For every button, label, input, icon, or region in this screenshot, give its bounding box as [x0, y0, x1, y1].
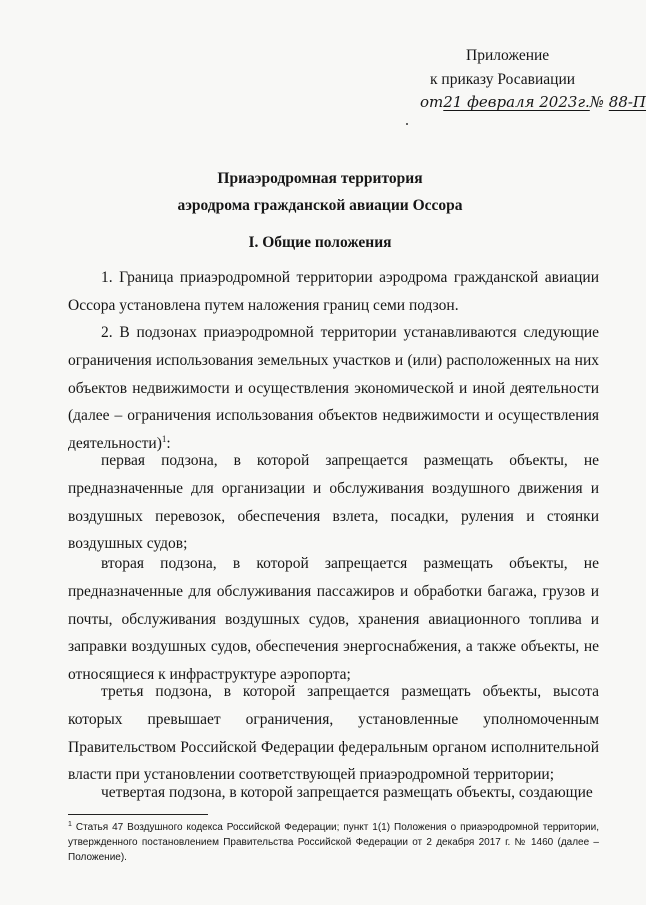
footnote-ref: 1: [161, 434, 167, 445]
appendix-label: Приложение: [466, 47, 550, 64]
number-sign: №: [589, 93, 604, 111]
ink-dot: [406, 123, 408, 125]
handwritten-date: 21 февраля 2023г.: [443, 93, 590, 111]
paragraph-1: 1. Граница приаэродромной территории аэродрома гражданской авиации Оссора установлена путем наложения границ семи подзон.: [68, 269, 599, 314]
appendix-date-number: [418, 91, 646, 115]
document-title-line2: аэродрома гражданской авиации Оссора: [177, 197, 463, 214]
footnote: [68, 820, 599, 865]
paragraph-2-end: :: [166, 435, 171, 453]
paragraph-subzone-2: вторая подзона, в которой запрещается размещать объекты, не предназначенные для обслуживания пассажиров и обработки багажа, грузов и почты, обслуживания воздушных судов, хранения авиационного топлива и заправки воздушных судов, обеспечения энергоснабжения, а также объекты, не относящиеся к инфраструктуре аэропорта;: [68, 555, 599, 684]
paragraph-subzone-1: первая подзона, в которой запрещается размещать объекты, не предназначенные для организации и обслуживания воздушного движения и воздушных перевозок, обеспечения взлета, посадки, руления и стоянки воздушных судов;: [68, 452, 599, 553]
footnote-text: Статья 47 Воздушного кодекса Российской Федерации; пункт 1(1) Положения о приаэродромной территории, утвержденного постановлением Правительства Российской Федерации от 2 декабря 2017 г. № 1460 (далее – Положение).: [68, 822, 599, 863]
appendix-header: [418, 44, 646, 115]
footnote-mark: 1: [68, 820, 72, 828]
date-prefix: от: [420, 93, 444, 111]
handwritten-order-number: 88-П: [608, 93, 646, 111]
paragraph-subzone-4: четвертая подзона, в которой запрещается размещать объекты, создающие: [101, 784, 593, 801]
paragraph-2-text: 2. В подзонах приаэродромной территории устанавливаются следующие ограничения использования земельных участков и (или) расположенных на них объектов недвижимости и осуществления экономической и иной деятельности (далее – ограничения использования объектов недвижимости и осуществления деятельности): [68, 324, 599, 453]
section-heading: I. Общие положения: [248, 234, 392, 251]
paragraph-subzone-3: третья подзона, в которой запрещается размещать объекты, высота которых превышает ограничения, установленные уполномоченным Правительством Российской Федерации федеральным органом исполнительной власти при установлении соответствующей приаэродромной территории;: [68, 683, 599, 784]
paragraph-2: [68, 319, 599, 458]
footnote-divider: [68, 814, 208, 815]
appendix-order-ref: к приказу Росавиации: [430, 70, 576, 88]
document-title-line1: Приаэродромная территория: [217, 170, 423, 187]
